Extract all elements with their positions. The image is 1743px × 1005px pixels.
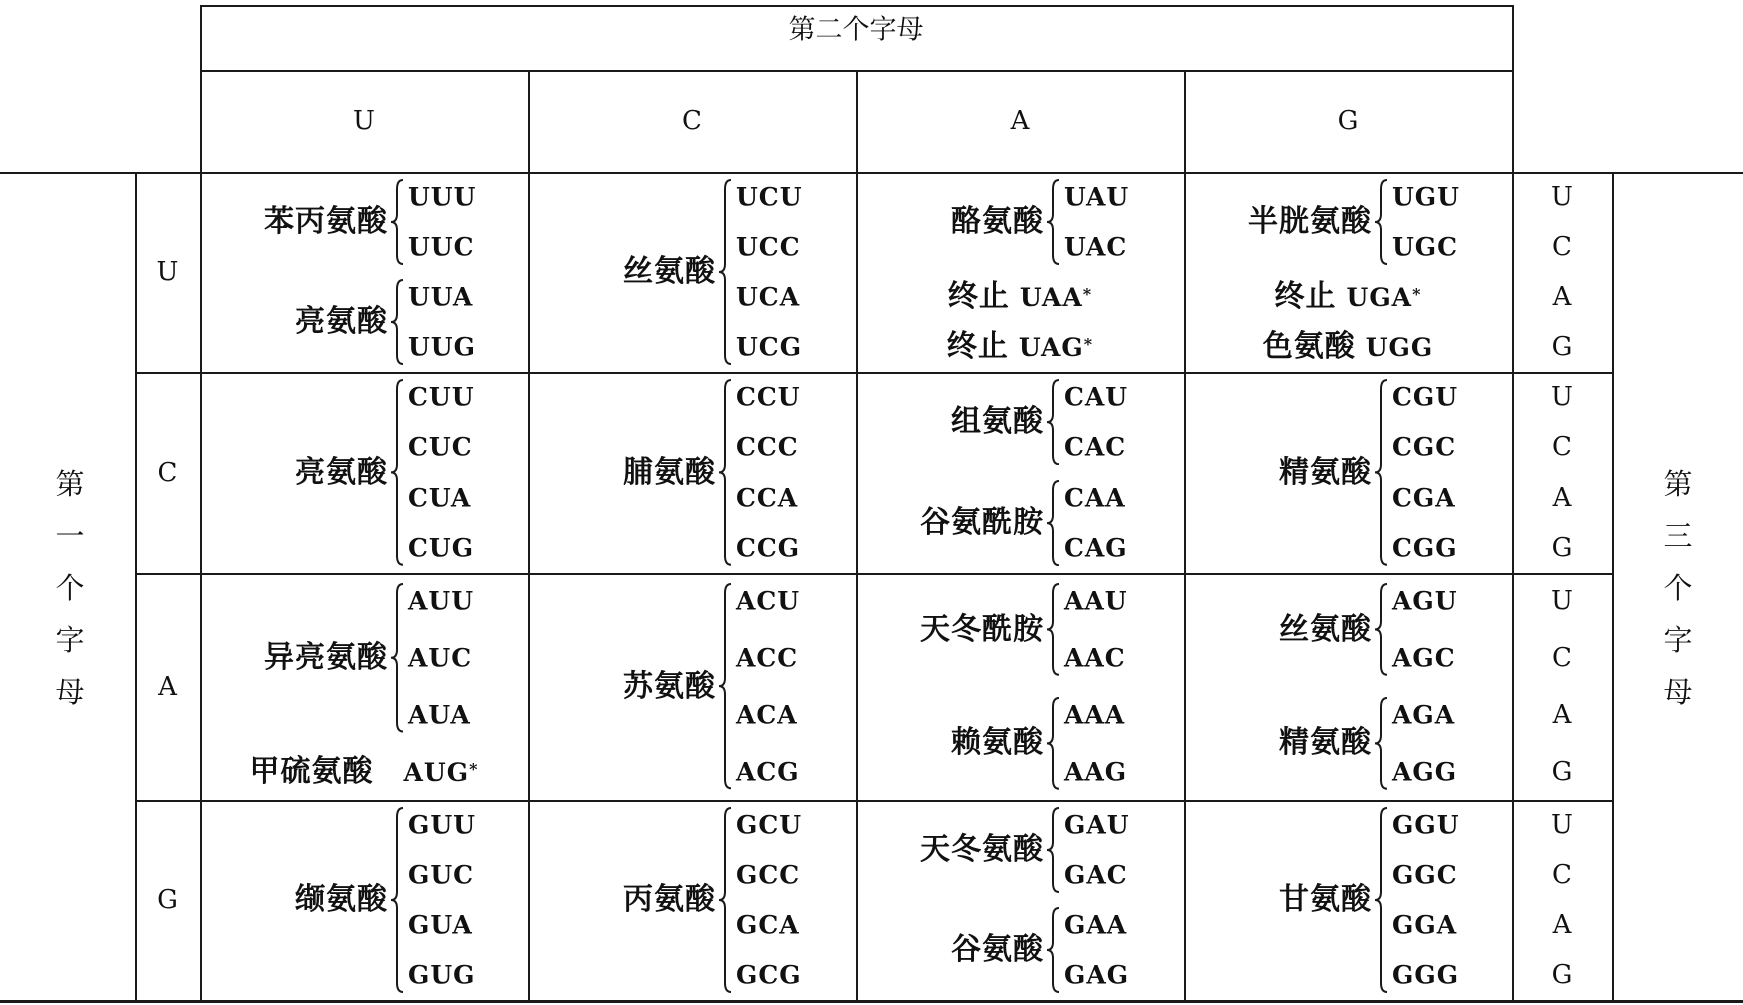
amino-acid-name: 色氨酸 — [1262, 329, 1356, 364]
third-letter-U: U — [1551, 586, 1573, 617]
codon: CUC — [408, 432, 473, 462]
second-letter-C: C — [682, 106, 702, 136]
codon: GAU — [1064, 810, 1130, 840]
codon: UUC — [408, 232, 475, 262]
amino-acid-name: 组氨酸 — [951, 404, 1044, 440]
third-letter-A: A — [1552, 910, 1572, 940]
codon: AAC — [1064, 643, 1126, 673]
codon: ACA — [736, 700, 798, 730]
amino-acid-name: 终止 — [946, 329, 1009, 364]
amino-acid-name: 丝氨酸 — [623, 254, 716, 289]
codon: GUG — [408, 960, 476, 990]
codon: CAA — [1064, 483, 1126, 513]
codon: GGU — [1392, 810, 1460, 840]
codon: UAU — [1064, 182, 1130, 212]
amino-acid-name: 天冬氨酸 — [920, 832, 1044, 867]
third-letter-C: C — [1552, 860, 1572, 890]
codon: UGC — [1392, 232, 1459, 262]
third-letter-A: A — [1552, 482, 1572, 513]
codon: GAA — [1064, 910, 1128, 940]
single-codon-entry — [946, 329, 1094, 364]
codon: AAG — [1064, 757, 1128, 787]
second-letter-A: A — [1010, 106, 1030, 136]
third-letter-U: U — [1551, 810, 1573, 840]
curly-brace — [1046, 480, 1060, 566]
codon: AGC — [1392, 643, 1456, 673]
amino-acid-name: 丝氨酸 — [1279, 611, 1372, 647]
third-letter-U: U — [1551, 182, 1573, 212]
curly-brace — [390, 807, 404, 993]
codon: ACG — [736, 757, 800, 787]
row-divider — [135, 800, 1612, 802]
curly-brace — [718, 179, 732, 365]
codon-mark: * — [1412, 284, 1422, 304]
third-letter-A: A — [1552, 282, 1572, 312]
codon: GGG — [1392, 960, 1460, 990]
codon: UUU — [408, 182, 477, 212]
codon: UGA — [1346, 283, 1413, 312]
codon: CGA — [1392, 483, 1456, 513]
codon: CGC — [1392, 432, 1457, 462]
codon: AGA — [1392, 700, 1456, 730]
codon: UCU — [736, 182, 803, 212]
codon: AAU — [1064, 586, 1128, 616]
codon: AGU — [1392, 586, 1458, 616]
codon: UGG — [1365, 333, 1434, 362]
second-letter-G: G — [1337, 106, 1359, 136]
codon-mark: * — [1082, 284, 1093, 304]
single-codon-entry — [947, 279, 1093, 314]
curly-brace — [718, 807, 732, 993]
codon: AUA — [408, 700, 471, 730]
amino-acid-name: 精氨酸 — [1279, 454, 1372, 490]
curly-brace — [1046, 807, 1060, 893]
codon: UUA — [408, 282, 474, 312]
curly-brace — [718, 583, 732, 789]
curly-brace — [1374, 379, 1388, 566]
curly-brace — [1046, 907, 1060, 993]
codon: GCA — [736, 910, 800, 940]
first-letter-left-border — [135, 172, 137, 1000]
amino-acid-name: 缬氨酸 — [295, 882, 388, 917]
curly-brace — [390, 583, 404, 733]
codon-mark: * — [1083, 334, 1094, 354]
column-divider — [1512, 5, 1514, 1000]
codon: AUU — [408, 586, 475, 616]
curly-brace — [1046, 379, 1060, 465]
codon: CCA — [736, 483, 799, 513]
amino-acid-name: 天冬酰胺 — [920, 611, 1044, 647]
third-letter-A: A — [1552, 699, 1572, 730]
row-divider — [135, 372, 1612, 374]
codon: CAC — [1064, 432, 1127, 462]
column-divider — [856, 70, 858, 1000]
codon: AUG — [403, 757, 470, 787]
amino-acid-name: 异亮氨酸 — [264, 640, 388, 676]
amino-acid-name: 酪氨酸 — [951, 204, 1044, 239]
codon: CUA — [408, 483, 472, 513]
codon: AAA — [1064, 700, 1126, 730]
third-letter-C: C — [1552, 232, 1572, 262]
column-divider — [200, 5, 202, 1000]
third-letter-G: G — [1551, 532, 1573, 563]
second-letter-U: U — [353, 106, 375, 136]
codon: GGC — [1392, 860, 1458, 890]
codon: GUA — [408, 910, 473, 940]
first-letter-C: C — [157, 457, 178, 488]
curly-brace — [718, 379, 732, 566]
codon: CUU — [408, 382, 475, 412]
third-letter-C: C — [1552, 432, 1572, 463]
codon: CCG — [736, 533, 801, 563]
amino-acid-name: 终止 — [1274, 279, 1337, 314]
codon: CUG — [408, 533, 475, 563]
column-divider — [1184, 70, 1186, 1000]
first-letter-U: U — [156, 257, 179, 287]
first-letter-G: G — [157, 885, 178, 915]
curly-brace — [1046, 697, 1060, 790]
third-letter-G: G — [1551, 332, 1573, 362]
amino-acid-name: 亮氨酸 — [295, 304, 388, 339]
column-divider — [528, 70, 530, 1000]
curly-brace — [1046, 583, 1060, 676]
row-divider — [135, 573, 1612, 575]
amino-acid-name: 赖氨酸 — [951, 725, 1044, 761]
codon-mark: * — [469, 759, 479, 779]
codon: GCC — [736, 860, 801, 890]
curly-brace — [1374, 179, 1388, 265]
codon: UCC — [736, 232, 801, 262]
codon: GGA — [1392, 910, 1458, 940]
curly-brace — [390, 179, 404, 265]
amino-acid-name: 苯丙氨酸 — [264, 204, 388, 239]
amino-acid-name: 谷氨酰胺 — [920, 504, 1044, 540]
single-codon-entry — [1274, 279, 1422, 314]
table-bottom-border — [0, 1000, 1743, 1003]
header-bottom-border — [0, 172, 1743, 174]
codon: CAU — [1064, 382, 1129, 412]
amino-acid-name: 终止 — [947, 279, 1010, 314]
codon: UCA — [736, 282, 801, 312]
top-border — [200, 5, 1512, 7]
codon: ACU — [736, 586, 801, 616]
codon: CCC — [736, 432, 799, 462]
codon: GAC — [1064, 860, 1128, 890]
amino-acid-name: 亮氨酸 — [295, 454, 388, 490]
curly-brace — [1374, 807, 1388, 993]
codon: UCG — [736, 332, 803, 362]
codon: GUU — [408, 810, 476, 840]
single-codon-entry — [1262, 329, 1434, 364]
amino-acid-name: 半胱氨酸 — [1248, 204, 1372, 239]
first-letter-title: 第一个字母 — [55, 467, 85, 709]
codon: GCU — [736, 810, 803, 840]
second-letter-title: 第二个字母 — [788, 14, 924, 46]
codon: ACC — [736, 643, 799, 673]
amino-acid-name: 谷氨酸 — [951, 932, 1044, 967]
first-letter-A: A — [158, 671, 177, 702]
codon: CAG — [1064, 533, 1128, 563]
codon: CGG — [1392, 533, 1458, 563]
codon: UGU — [1392, 182, 1460, 212]
single-codon-entry — [249, 753, 479, 789]
amino-acid-name: 甲硫氨酸 — [249, 753, 374, 789]
third-letter-U: U — [1551, 382, 1573, 413]
amino-acid-name: 脯氨酸 — [623, 454, 716, 490]
codon: GAG — [1064, 960, 1130, 990]
third-letter-right-border — [1612, 172, 1614, 1000]
codon: UAC — [1064, 232, 1128, 262]
third-letter-title: 第三个字母 — [1663, 467, 1693, 709]
amino-acid-name: 精氨酸 — [1279, 725, 1372, 761]
third-letter-G: G — [1551, 960, 1573, 990]
curly-brace — [1374, 583, 1388, 676]
codon: GUC — [408, 860, 475, 890]
codon: CGU — [1392, 382, 1459, 412]
curly-brace — [1046, 179, 1060, 265]
curly-brace — [390, 279, 404, 365]
amino-acid-name: 丙氨酸 — [623, 882, 716, 917]
amino-acid-name: 苏氨酸 — [623, 668, 716, 704]
codon: CCU — [736, 382, 801, 412]
amino-acid-name: 甘氨酸 — [1279, 882, 1372, 917]
codon: UAA — [1019, 283, 1083, 312]
codon: GCG — [736, 960, 802, 990]
third-letter-C: C — [1552, 643, 1572, 674]
codon: UAG — [1018, 333, 1084, 362]
codon: UUG — [408, 332, 476, 362]
curly-brace — [390, 379, 404, 566]
codon: AGG — [1392, 757, 1458, 787]
third-letter-G: G — [1551, 756, 1573, 787]
codon: AUC — [408, 643, 473, 673]
curly-brace — [1374, 697, 1388, 790]
